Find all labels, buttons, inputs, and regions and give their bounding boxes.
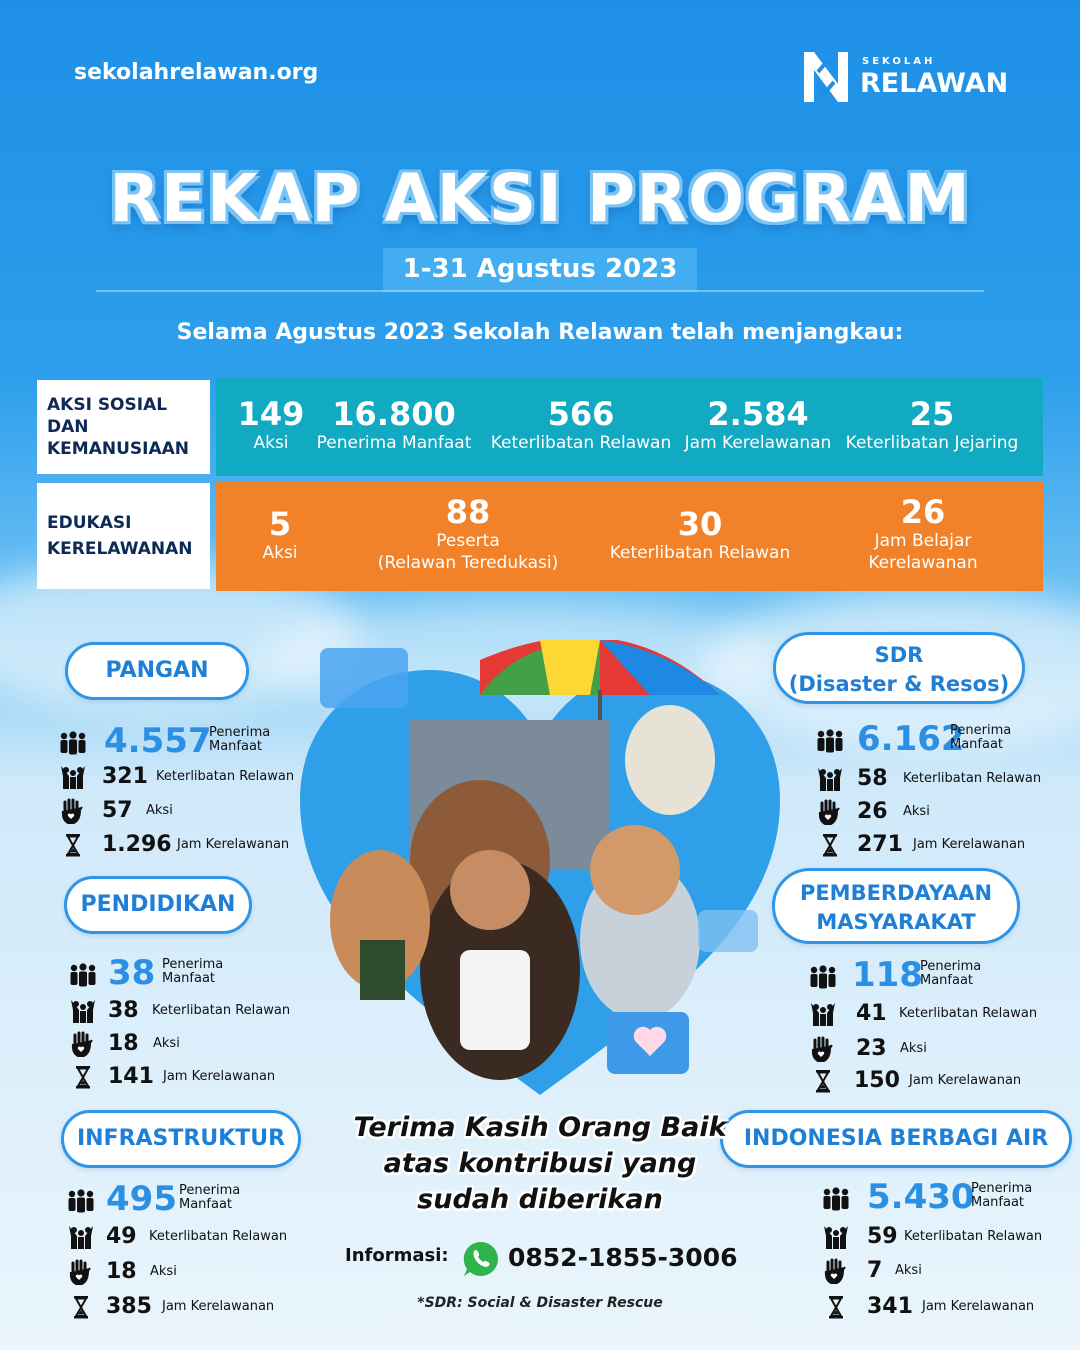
edu-stat-aksi bbox=[230, 506, 330, 564]
stat-value: 23 bbox=[856, 1036, 887, 1061]
stat-label: Aksi bbox=[153, 1036, 180, 1051]
pill-sdr-line1: SDR bbox=[874, 643, 924, 667]
pendidikan-penerima bbox=[68, 953, 298, 993]
raised-hands-icon bbox=[815, 766, 845, 792]
raised-hands-icon bbox=[821, 1224, 851, 1250]
edukasi-label-line2: KERELAWANAN bbox=[47, 539, 193, 559]
pangan-penerima bbox=[58, 721, 298, 761]
raised-hands-icon bbox=[66, 1224, 96, 1250]
stat-value: 18 bbox=[108, 1031, 139, 1056]
stat-value: 38 bbox=[108, 953, 156, 993]
pill-pemberdayaan-line1: PEMBERDAYAAN bbox=[799, 881, 993, 905]
stat-label: Aksi bbox=[900, 1041, 927, 1056]
stat-value: 26 bbox=[857, 799, 888, 824]
sekolah-relawan-logo bbox=[800, 48, 1009, 108]
thank-you-line3: sudah diberikan bbox=[417, 1184, 663, 1215]
thank-you-line1: Terima Kasih Orang Baik bbox=[353, 1112, 727, 1143]
hourglass-icon bbox=[815, 832, 845, 858]
stat-label: Keterlibatan Relawan bbox=[490, 433, 672, 453]
pill-indonesia-berbagi-air: INDONESIA BERBAGI AIR bbox=[720, 1110, 1072, 1168]
stat-value: 150 bbox=[854, 1068, 900, 1093]
stat-label-2: Manfaat bbox=[209, 739, 263, 754]
sdr-jam bbox=[815, 830, 1045, 860]
stat-label: Keterlibatan Relawan bbox=[149, 1229, 288, 1244]
hand-heart-icon bbox=[821, 1258, 851, 1284]
stat-jam bbox=[676, 396, 840, 454]
stat-value: 16.800 bbox=[332, 395, 456, 433]
iba-penerima bbox=[821, 1177, 1051, 1217]
pendidikan-aksi bbox=[68, 1029, 298, 1059]
sdr-aksi bbox=[815, 797, 1045, 827]
hand-heart-icon bbox=[68, 1031, 98, 1057]
stat-value: 5.430 bbox=[867, 1177, 975, 1217]
stat-label-2: Kerelawanan bbox=[868, 553, 978, 573]
stat-label-2: Manfaat bbox=[920, 973, 974, 988]
stat-label: Peserta bbox=[436, 531, 500, 551]
stat-value: 49 bbox=[106, 1224, 137, 1249]
stat-label: Penerima Manfaat bbox=[316, 433, 472, 453]
stat-value: 1.296 bbox=[102, 832, 172, 857]
stat-label: Jam Kerelawanan bbox=[163, 1069, 276, 1084]
stat-label: Jam Kerelawanan bbox=[922, 1299, 1035, 1314]
stat-label-2: Manfaat bbox=[162, 971, 216, 986]
raised-hands-icon bbox=[808, 1001, 838, 1027]
stat-label: Penerima bbox=[920, 959, 982, 974]
heart-icon bbox=[630, 1022, 670, 1060]
divider bbox=[96, 290, 984, 292]
edu-stat-relawan bbox=[600, 506, 800, 564]
pill-pangan: PANGAN bbox=[65, 642, 249, 700]
logo-mark-icon bbox=[800, 48, 852, 106]
stat-value: 38 bbox=[108, 998, 139, 1023]
stat-value: 118 bbox=[852, 955, 923, 995]
stat-value: 341 bbox=[867, 1294, 913, 1319]
pendidikan-relawan bbox=[68, 996, 298, 1026]
edu-stat-peserta bbox=[366, 494, 570, 574]
stat-label: Penerima bbox=[179, 1183, 241, 1198]
stat-value: 25 bbox=[909, 395, 955, 433]
logo-text-small: SEKOLAH bbox=[862, 56, 936, 67]
stat-label: Jam Kerelawanan bbox=[177, 837, 290, 852]
raised-hands-icon bbox=[68, 998, 98, 1024]
stat-value: 88 bbox=[445, 493, 491, 531]
pangan-jam bbox=[58, 830, 298, 860]
stat-label-2: (Relawan Teredukasi) bbox=[377, 553, 559, 573]
stat-value: 57 bbox=[102, 798, 133, 823]
pill-pemberdayaan-line2: MASYARAKAT bbox=[816, 910, 976, 934]
pangan-relawan bbox=[58, 762, 298, 792]
stat-value: 26 bbox=[900, 493, 946, 531]
stat-label: Aksi bbox=[895, 1263, 922, 1278]
infrastruktur-penerima bbox=[66, 1179, 296, 1219]
footnote: *SDR: Social & Disaster Rescue bbox=[417, 1295, 663, 1311]
stat-jejaring bbox=[840, 396, 1024, 454]
pemberdayaan-aksi bbox=[808, 1034, 1038, 1064]
stat-label: Jam Kerelawanan bbox=[162, 1299, 275, 1314]
stat-aksi bbox=[226, 396, 316, 454]
heart-bubble-icon bbox=[698, 910, 758, 952]
stat-value: 321 bbox=[102, 764, 148, 789]
stat-value: 41 bbox=[856, 1001, 887, 1026]
iba-aksi bbox=[821, 1256, 1051, 1286]
iba-relawan bbox=[821, 1222, 1051, 1252]
stat-label: Jam Kerelawanan bbox=[684, 433, 832, 453]
stat-value: 4.557 bbox=[104, 721, 212, 761]
pill-infrastruktur: INFRASTRUKTUR bbox=[61, 1110, 301, 1168]
hourglass-icon bbox=[58, 832, 88, 858]
phone-number[interactable]: 0852-1855-3006 bbox=[508, 1243, 738, 1272]
stat-label: Aksi bbox=[253, 433, 289, 453]
period-text: 1-31 Agustus 2023 bbox=[402, 254, 678, 284]
edu-stat-jam bbox=[838, 494, 1008, 574]
site-url[interactable]: sekolahrelawan.org bbox=[74, 60, 319, 85]
stat-label: Aksi bbox=[146, 803, 173, 818]
raised-hands-icon bbox=[58, 764, 88, 790]
logo-text-big: RELAWAN bbox=[860, 68, 1009, 99]
pendidikan-jam bbox=[68, 1062, 298, 1092]
stat-penerima bbox=[314, 396, 474, 454]
stat-label: Keterlibatan Relawan bbox=[899, 1006, 1038, 1021]
pemberdayaan-relawan bbox=[808, 999, 1038, 1029]
stat-label: Keterlibatan Jejaring bbox=[845, 433, 1019, 453]
stat-value: 5 bbox=[268, 505, 292, 543]
stat-value: 18 bbox=[106, 1259, 137, 1284]
aksi-sosial-label bbox=[37, 380, 210, 474]
heart-bubble-icon bbox=[320, 648, 408, 708]
pill-sdr-line2: (Disaster & Resos) bbox=[788, 672, 1010, 696]
info-label: Informasi: bbox=[345, 1245, 449, 1266]
hourglass-icon bbox=[808, 1068, 838, 1094]
stat-label: Jam Kerelawanan bbox=[909, 1073, 1022, 1088]
edukasi-panel bbox=[216, 482, 1043, 591]
stat-value: 271 bbox=[857, 832, 903, 857]
thank-you-message bbox=[300, 1110, 780, 1218]
stat-label: Penerima bbox=[162, 957, 224, 972]
stat-value: 385 bbox=[106, 1294, 152, 1319]
hand-heart-icon bbox=[66, 1259, 96, 1285]
thank-you-line2: atas kontribusi yang bbox=[383, 1148, 697, 1179]
stat-label-2: Manfaat bbox=[179, 1197, 233, 1212]
stat-label: Penerima bbox=[950, 723, 1012, 738]
stat-label: Aksi bbox=[262, 543, 298, 563]
whatsapp-icon[interactable] bbox=[462, 1240, 500, 1278]
pill-pemberdayaan bbox=[772, 868, 1020, 944]
stat-label: Keterlibatan Relawan bbox=[152, 1003, 291, 1018]
people-group-icon bbox=[58, 730, 88, 756]
hand-heart-icon bbox=[815, 799, 845, 825]
stat-value: 149 bbox=[237, 395, 305, 433]
stat-label: Jam Belajar bbox=[874, 531, 972, 551]
pill-pendidikan: PENDIDIKAN bbox=[64, 876, 252, 934]
stat-label: Aksi bbox=[903, 804, 930, 819]
pemberdayaan-jam bbox=[808, 1066, 1038, 1096]
reach-subtitle: Selama Agustus 2023 Sekolah Relawan telah menjangkau: bbox=[176, 320, 904, 345]
stat-value: 6.162 bbox=[857, 719, 965, 759]
edukasi-label-line1: EDUKASI bbox=[47, 513, 132, 533]
aksi-sosial-label-line2: KEMANUSIAAN bbox=[47, 439, 190, 459]
stat-label-2: Manfaat bbox=[950, 737, 1004, 752]
infrastruktur-relawan bbox=[66, 1222, 296, 1252]
stat-value: 2.584 bbox=[707, 395, 809, 433]
page-title: REKAP AKSI PROGRAM bbox=[109, 160, 971, 237]
stat-value: 58 bbox=[857, 766, 888, 791]
hand-heart-icon bbox=[808, 1036, 838, 1062]
sdr-relawan bbox=[815, 764, 1045, 794]
people-group-icon bbox=[66, 1188, 96, 1214]
pill-sdr bbox=[773, 632, 1025, 704]
sdr-penerima bbox=[815, 719, 1045, 759]
period-badge bbox=[383, 248, 697, 292]
heart-photo-illustration bbox=[290, 640, 790, 1100]
stat-label-2: Manfaat bbox=[971, 1195, 1025, 1210]
aksi-sosial-panel bbox=[216, 378, 1043, 476]
people-group-icon bbox=[821, 1186, 851, 1212]
edukasi-label bbox=[37, 483, 210, 589]
stat-value: 566 bbox=[547, 395, 615, 433]
hand-heart-icon bbox=[58, 798, 88, 824]
stat-label: Jam Kerelawanan bbox=[913, 837, 1026, 852]
stat-label: Keterlibatan Relawan bbox=[156, 769, 295, 784]
people-group-icon bbox=[68, 962, 98, 988]
stat-label: Penerima bbox=[971, 1181, 1033, 1196]
stat-value: 495 bbox=[106, 1179, 177, 1219]
aksi-sosial-label-line1: AKSI SOSIAL DAN bbox=[47, 395, 168, 437]
pemberdayaan-penerima bbox=[808, 955, 1038, 995]
stat-label: Keterlibatan Relawan bbox=[903, 771, 1042, 786]
people-group-icon bbox=[808, 964, 838, 990]
infrastruktur-aksi bbox=[66, 1257, 296, 1287]
pangan-aksi bbox=[58, 796, 298, 826]
stat-value: 59 bbox=[867, 1224, 898, 1249]
people-group-icon bbox=[815, 728, 845, 754]
hourglass-icon bbox=[68, 1064, 98, 1090]
stat-relawan bbox=[486, 396, 676, 454]
stat-value: 141 bbox=[108, 1064, 154, 1089]
stat-label: Keterlibatan Relawan bbox=[609, 543, 791, 563]
stat-value: 30 bbox=[677, 505, 723, 543]
stat-label: Aksi bbox=[150, 1264, 177, 1279]
stat-value: 7 bbox=[867, 1258, 883, 1283]
stat-label: Penerima bbox=[209, 725, 271, 740]
stat-label: Keterlibatan Relawan bbox=[904, 1229, 1043, 1244]
